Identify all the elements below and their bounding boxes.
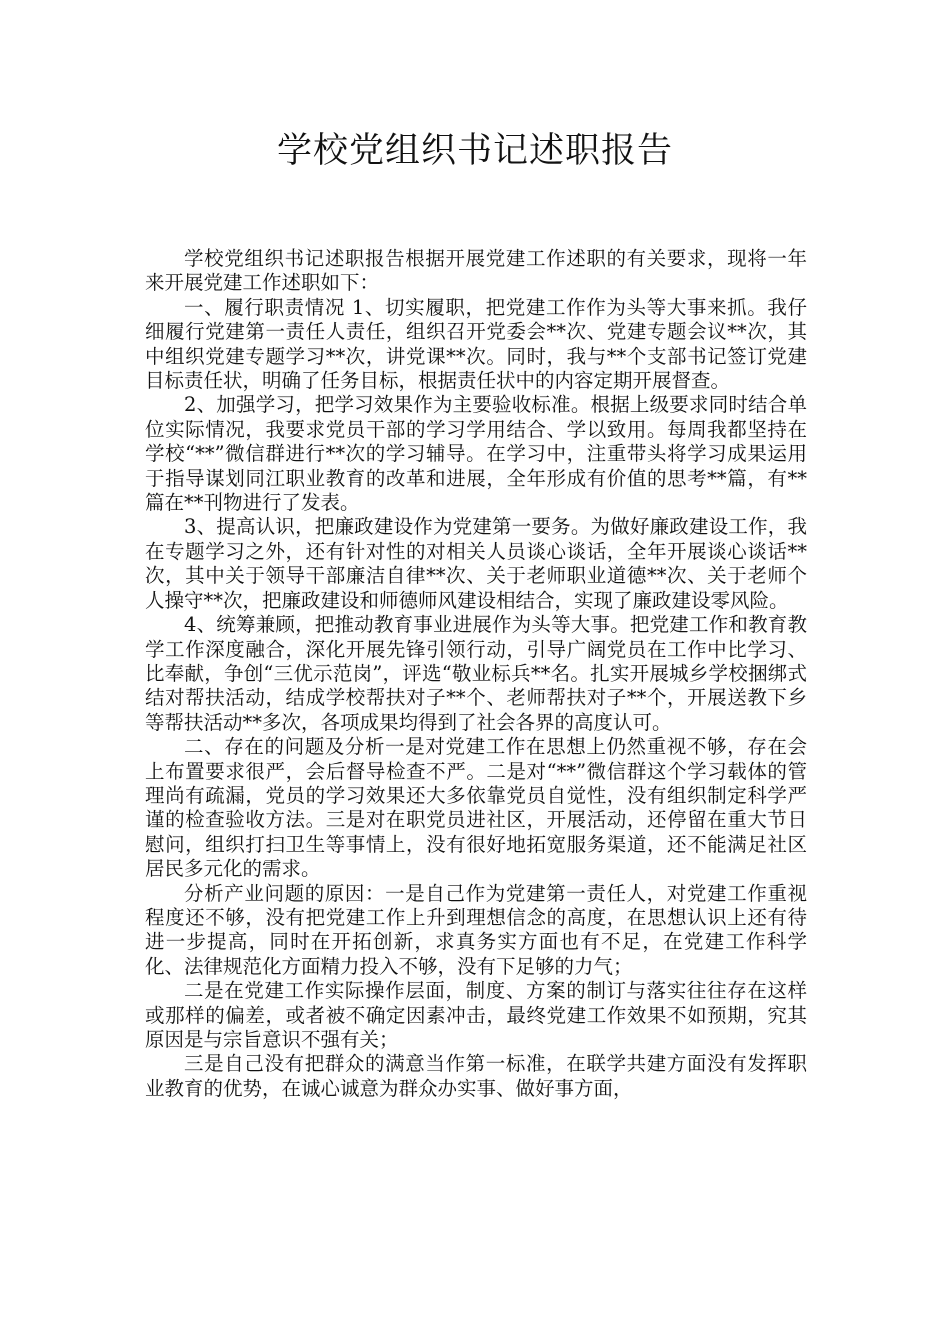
paragraph-duties-4: 4、统筹兼顾，把推动教育事业进展作为头等大事。把党建工作和教育教学工作深度融合，深化开展先锋引领行动，引导广阔党员在工作中比学习、比奉献，争创“三优示范岗”，评选“敬业标兵**名。扎实开展城乡学校捆绑式结对帮扶活动，结成学校帮扶对子**个、老师帮扶对子**个，开展送教下乡等帮扶活动**多次，各项成果均得到了社会各界的高度认可。	[145, 613, 807, 734]
document-title: 学校党组织书记述职报告	[276, 131, 673, 171]
paragraph-duties-2: 2、加强学习，把学习效果作为主要验收标准。根据上级要求同时结合单位实际情况，我要求党员干部的学习学用结合、学以致用。每周我都坚持在学校“**”微信群进行**次的学习辅导。在学习中，注重带头将学习成果运用于指导谋划同江职业教育的改革和进展，全年形成有价值的思考**篇，有**篇在**刊物进行了发表。	[145, 393, 807, 515]
paragraph-problems: 二、存在的问题及分析一是对党建工作在思想上仍然重视不够，存在会上布置要求很严，会后督导检查不严。二是对“**”微信群这个学习载体的管理尚有疏漏，党员的学习效果还大多依靠党员自觉性，没有组织制定科学严谨的检查验收方法。三是对在职党员进社区，开展活动，还停留在重大节日慰问，组织打扫卫生等事情上，没有很好地拓宽服务渠道，还不能满足社区居民多元化的需求。	[145, 735, 807, 881]
paragraph-causes-1: 分析产业问题的原因：一是自己作为党建第一责任人，对党建工作重视程度还不够，没有把党建工作上升到理想信念的高度，在思想认识上还有待进一步提高，同时在开拓创新，求真务实方面也有不足，在党建工作科学化、法律规范化方面精力投入不够，没有下足够的力气；	[145, 881, 807, 978]
document-body	[145, 247, 807, 1101]
paragraph-causes-3: 三是自己没有把群众的满意当作第一标准，在联学共建方面没有发挥职业教育的优势，在诚心诚意为群众办实事、做好事方面，	[145, 1052, 807, 1100]
paragraph-duties-3: 3、提高认识，把廉政建设作为党建第一要务。为做好廉政建设工作，我在专题学习之外，还有针对性的对相关人员谈心谈话，全年开展谈心谈话**次，其中关于领导干部廉洁自律**次、关于老师职业道德**次、关于老师个人操守**次，把廉政建设和师德师风建设相结合，实现了廉政建设零风险。	[145, 515, 807, 612]
paragraph-duties-1: 一、履行职责情况 1、切实履职，把党建工作作为头等大事来抓。我仔细履行党建第一责任人责任，组织召开党委会**次、党建专题会议**次，其中组织党建专题学习**次，讲党课**次。同时，我与**个支部书记签订党建目标责任状，明确了任务目标，根据责任状中的内容定期开展督查。	[145, 295, 807, 393]
paragraph-intro: 学校党组织书记述职报告根据开展党建工作述职的有关要求，现将一年来开展党建工作述职如下：	[145, 247, 807, 295]
paragraph-causes-2: 二是在党建工作实际操作层面，制度、方案的制订与落实往往存在这样或那样的偏差，或者被不确定因素冲击，最终党建工作效果不如预期，究其原因是与宗旨意识不强有关；	[145, 979, 807, 1051]
